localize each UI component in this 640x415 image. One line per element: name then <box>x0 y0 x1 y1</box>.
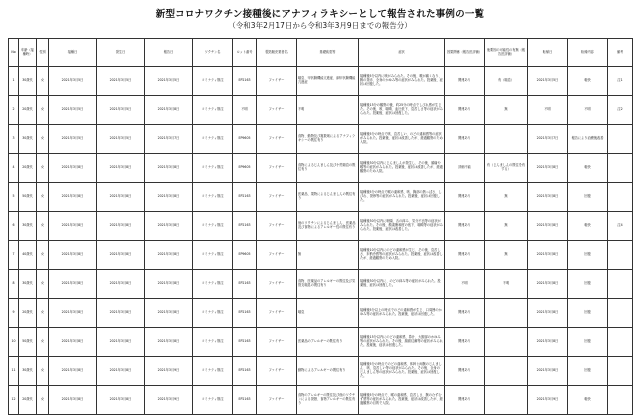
cell-vaccine-name: コミナティ筋注 <box>193 270 233 299</box>
header-report-date: 報告日 <box>145 39 193 67</box>
cell-onset-date: 2021年3月8日 <box>97 212 145 241</box>
cell-manufacturer: ファイザー <box>257 154 297 183</box>
cell-vaccine-name: コミナティ筋注 <box>193 183 233 212</box>
table-row <box>9 270 633 299</box>
cell-underlying-conditions: 喘息、甲状腺機能亢進症、副甲状腺機能亢進症 <box>297 67 359 96</box>
cell-outcome: 回復 <box>568 270 608 299</box>
cell-vaccination-date: 2021年3月5日 <box>49 96 97 125</box>
cell-outcome: 報告により治療後改善 <box>568 125 608 154</box>
cell-lot-number: EP2163 <box>233 67 257 96</box>
cell-no: 4 <box>9 154 19 183</box>
cell-age: 20歳代 <box>19 96 37 125</box>
cell-causality: 関連あり <box>445 125 485 154</box>
cell-lot-number: EP2163 <box>233 299 257 328</box>
cell-vaccination-date: 2021年3月8日 <box>49 357 97 386</box>
cell-causality: 関連あり <box>445 241 485 270</box>
header-sex: 性別 <box>37 39 49 67</box>
cell-symptoms: 接種後5分の時点で喉の違和感、咳、胸部の熱っぽさ、しびれ、発疹等の症状がみられた。投薬後、症状は回復した。 <box>359 183 445 212</box>
cell-vaccine-name: コミナティ筋注 <box>193 212 233 241</box>
cell-lot-number: EP2163 <box>233 328 257 357</box>
cell-remarks <box>608 125 633 154</box>
document-title: 新型コロナワクチン接種後にアナフィラキシーとして報告された事例の一覧 <box>155 9 485 20</box>
cell-outcome-date: 2021年3月5日 <box>528 67 568 96</box>
cell-sex: 女 <box>37 183 49 212</box>
table-row <box>9 67 633 96</box>
cell-outcome: 不明 <box>568 96 608 125</box>
cell-causality: 関連あり <box>445 299 485 328</box>
cell-remarks <box>608 328 633 357</box>
cell-manufacturer: ファイザー <box>257 299 297 328</box>
cell-other-factors: 無 <box>485 96 528 125</box>
cell-onset-date: 2021年3月8日 <box>97 386 145 415</box>
cell-vaccination-date: 2021年3月8日 <box>49 212 97 241</box>
cell-sex: 女 <box>37 96 49 125</box>
cell-outcome: 軽快 <box>568 67 608 96</box>
cell-remarks <box>608 183 633 212</box>
header-outcome-date: 転帰日 <box>528 39 568 67</box>
case-table <box>8 38 633 415</box>
cell-outcome-date: 不明 <box>528 96 568 125</box>
cell-underlying-conditions: 無 <box>297 241 359 270</box>
cell-manufacturer: ファイザー <box>257 328 297 357</box>
cell-underlying-conditions: 医薬品、果物によるじんましんの既往有り <box>297 183 359 212</box>
cell-lot-number: EP2163 <box>233 357 257 386</box>
header-vaccination-date: 接種日 <box>49 39 97 67</box>
cell-outcome: 軽快 <box>568 154 608 183</box>
cell-outcome-date: 2021年3月8日 <box>528 328 568 357</box>
cell-outcome-date: 2021年3月8日 <box>528 212 568 241</box>
cell-remarks: 注1 <box>608 67 633 96</box>
cell-age: 50歳代 <box>19 183 37 212</box>
cell-outcome: 軽快 <box>568 386 608 415</box>
cell-outcome: 回復 <box>568 357 608 386</box>
cell-other-factors <box>485 328 528 357</box>
cell-symptoms: 接種後5分の時点でのどの違和感、体幹と両腕のじんましん、咳、息苦しい等の症状がみられた。その後、全身のじんましん等の症状がみられた。投薬後、症状は回復した。 <box>359 357 445 386</box>
cell-manufacturer: ファイザー <box>257 357 297 386</box>
header-underlying-conditions: 基礎疾患等 <box>297 39 359 67</box>
cell-vaccine-name: コミナティ筋注 <box>193 125 233 154</box>
cell-onset-date: 2021年3月8日 <box>97 357 145 386</box>
cell-outcome-date: 2021年3月9日 <box>528 386 568 415</box>
cell-outcome: 軽快 <box>568 212 608 241</box>
cell-lot-number: EP9605 <box>233 154 257 183</box>
cell-vaccination-date: 2021年3月5日 <box>49 67 97 96</box>
cell-remarks <box>608 154 633 183</box>
header-age: 年齢（接種時） <box>19 39 37 67</box>
cell-sex: 女 <box>37 386 49 415</box>
cell-symptoms: 接種後15分の観察の後、約25分の時点でしびれ感が生じた。その後、咳、喘鳴、血圧低下、息苦しさ等の症状がみられた。投薬後、症状は回復した。 <box>359 96 445 125</box>
cell-other-factors <box>485 386 528 415</box>
cell-causality: 関連あり <box>445 96 485 125</box>
table-row <box>9 96 633 125</box>
cell-lot-number: EP2163 <box>233 270 257 299</box>
cell-underlying-conditions: 医薬品のアレルギーの既往有り <box>297 328 359 357</box>
cell-no: 11 <box>9 357 19 386</box>
cell-outcome: 回復 <box>568 299 608 328</box>
cell-lot-number: 不明 <box>233 96 257 125</box>
cell-report-date: 2021年3月8日 <box>145 241 193 270</box>
table-row <box>9 212 633 241</box>
cell-causality: 不明 <box>445 270 485 299</box>
cell-no: 10 <box>9 328 19 357</box>
cell-sex: 女 <box>37 357 49 386</box>
cell-vaccination-date: 2021年3月8日 <box>49 154 97 183</box>
cell-underlying-conditions: 食物のアレルギーの既往及び他のワクチンによる発熱、食物アレルギーの既往有り <box>297 386 359 415</box>
cell-other-factors: 不明 <box>485 270 528 299</box>
cell-symptoms: 接種後30分以内にじんましんが発生し、その後、頭痛や喉等の症状がみられた。投薬後、症状は改善したが、経過観察のため入院。 <box>359 154 445 183</box>
cell-report-date: 2021年3月8日 <box>145 212 193 241</box>
cell-manufacturer: ファイザー <box>257 67 297 96</box>
cell-symptoms: 接種後5分の時点で咳、息苦しい、のどの違和感等の症状がみられた。投薬後、症状は改善したが、経過観察のため入院。 <box>359 125 445 154</box>
cell-sex: 女 <box>37 270 49 299</box>
table-row <box>9 125 633 154</box>
cell-outcome: 回復 <box>568 241 608 270</box>
cell-report-date: 2021年3月9日 <box>145 357 193 386</box>
cell-symptoms: 接種後15分以内にのどの違和感、鼻汁、大腿部のかゆみ等の症状がみられた。その後、顔面紅潮等の症状がみられた。投薬後、症状は回復した。 <box>359 328 445 357</box>
cell-report-date: 2021年3月8日 <box>145 183 193 212</box>
header-outcome: 転帰内容 <box>568 39 608 67</box>
cell-age: 30歳代 <box>19 125 37 154</box>
cell-no: 6 <box>9 212 19 241</box>
cell-remarks <box>608 357 633 386</box>
cell-vaccine-name: コミナティ筋注 <box>193 299 233 328</box>
cell-vaccine-name: コミナティ筋注 <box>193 386 233 415</box>
cell-age: 40歳代 <box>19 241 37 270</box>
cell-no: 12 <box>9 386 19 415</box>
cell-report-date: 2021年3月8日 <box>145 270 193 299</box>
table-row <box>9 357 633 386</box>
cell-vaccination-date: 2021年3月8日 <box>49 328 97 357</box>
cell-lot-number: EP2163 <box>233 386 257 415</box>
cell-onset-date: 2021年3月8日 <box>97 270 145 299</box>
cell-vaccine-name: コミナティ筋注 <box>193 96 233 125</box>
cell-outcome-date: 2021年3月7日 <box>528 125 568 154</box>
cell-vaccine-name: コミナティ筋注 <box>193 241 233 270</box>
cell-sex: 女 <box>37 212 49 241</box>
cell-lot-number: EP2163 <box>233 183 257 212</box>
cell-no: 3 <box>9 125 19 154</box>
cell-symptoms: 接種後5分の時点で、喉の違和感、息苦しさ、腕のむずむず感等の症状がみられた。投薬後、症状は改善したが、経過観察の目的で入院。 <box>359 386 445 415</box>
cell-vaccine-name: コミナティ筋注 <box>193 328 233 357</box>
header-causality: 因果関係（報告医評価） <box>445 39 485 67</box>
cell-manufacturer: ファイザー <box>257 125 297 154</box>
cell-symptoms: 接種後5分以内に咳がみられた。その後、喉が痛くなり、腕の発赤、全身のかゆみ等の症状がみられた。投薬後、症状は回復した。 <box>359 67 445 96</box>
cell-vaccination-date: 2021年3月8日 <box>49 183 97 212</box>
cell-sex: 女 <box>37 67 49 96</box>
cell-onset-date: 2021年3月5日 <box>97 67 145 96</box>
cell-lot-number: EP2163 <box>233 212 257 241</box>
cell-no: 5 <box>9 183 19 212</box>
cell-symptoms: 接種後30分以内に、のどの痒み等の症状がみられた。投薬後、症状は回復した。 <box>359 270 445 299</box>
table-row <box>9 386 633 415</box>
cell-age: 30歳代 <box>19 357 37 386</box>
cell-age: 20歳代 <box>19 154 37 183</box>
cell-no: 2 <box>9 96 19 125</box>
header-row <box>9 39 633 67</box>
cell-underlying-conditions: 食物によるじんましん及び小児喘息の既往有り <box>297 154 359 183</box>
cell-report-date: 2021年3月8日 <box>145 154 193 183</box>
cell-other-factors <box>485 125 528 154</box>
cell-sex: 女 <box>37 328 49 357</box>
cell-age: 30歳代 <box>19 212 37 241</box>
table-row <box>9 328 633 357</box>
cell-manufacturer: ファイザー <box>257 183 297 212</box>
cell-vaccination-date: 2021年3月8日 <box>49 386 97 415</box>
cell-lot-number: EP9605 <box>233 125 257 154</box>
cell-onset-date: 2021年3月8日 <box>97 241 145 270</box>
document-subtitle: （令和3年2月17日から令和3年3月9日までの報告分） <box>228 21 412 30</box>
cell-vaccination-date: 2021年3月8日 <box>49 299 97 328</box>
cell-manufacturer: ファイザー <box>257 241 297 270</box>
cell-manufacturer: ファイザー <box>257 386 297 415</box>
cell-age: 30歳代 <box>19 67 37 96</box>
cell-outcome: 回復 <box>568 183 608 212</box>
cell-symptoms: 接種後10分以内にのどの違和感が生じ、その後、息苦しさ、末梢冷感等の症状がみられた。投薬後、症状は改善したが、経過観察のため入院。 <box>359 241 445 270</box>
cell-other-factors: 無 <box>485 212 528 241</box>
cell-no: 1 <box>9 67 19 96</box>
cell-no: 9 <box>9 299 19 328</box>
cell-causality: 関連あり <box>445 67 485 96</box>
cell-manufacturer: ファイザー <box>257 270 297 299</box>
cell-underlying-conditions: 他のワクチンによるじんましん、医薬品及び食物によるアレルギー性の既往有り <box>297 212 359 241</box>
cell-sex: 女 <box>37 125 49 154</box>
cell-vaccine-name: コミナティ筋注 <box>193 67 233 96</box>
cell-other-factors <box>485 299 528 328</box>
cell-age: 30歳代 <box>19 270 37 299</box>
header-manufacturer: 製造販売業者名 <box>257 39 297 67</box>
cell-outcome-date: 2021年3月8日 <box>528 183 568 212</box>
cell-onset-date: 2021年3月8日 <box>97 328 145 357</box>
header-onset-date: 発生日 <box>97 39 145 67</box>
cell-other-factors: 無 <box>485 183 528 212</box>
cell-causality: 関連あり <box>445 183 485 212</box>
cell-no: 8 <box>9 270 19 299</box>
cell-underlying-conditions: 喘息 <box>297 299 359 328</box>
cell-remarks: 注4 <box>608 212 633 241</box>
cell-age: 50歳代 <box>19 328 37 357</box>
cell-age: 20歳代 <box>19 299 37 328</box>
cell-sex: 女 <box>37 299 49 328</box>
cell-vaccination-date: 2021年3月8日 <box>49 241 97 270</box>
cell-other-factors <box>485 357 528 386</box>
cell-other-factors: 有（喘息） <box>485 67 528 96</box>
header-remarks: 備考 <box>608 39 633 67</box>
cell-other-factors: 無 <box>485 241 528 270</box>
cell-report-date: 2021年3月7日 <box>145 125 193 154</box>
cell-lot-number: EP9605 <box>233 241 257 270</box>
cell-remarks <box>608 241 633 270</box>
cell-onset-date: 2021年3月5日 <box>97 125 145 154</box>
cell-remarks <box>608 386 633 415</box>
header-lot-number: ロット番号 <box>233 39 257 67</box>
cell-onset-date: 2021年3月8日 <box>97 183 145 212</box>
cell-underlying-conditions: 食物、動物及び複数剤によるアナフィラキシーの既往有り <box>297 125 359 154</box>
cell-report-date: 2021年3月8日 <box>145 96 193 125</box>
cell-no: 7 <box>9 241 19 270</box>
cell-remarks <box>608 299 633 328</box>
cell-underlying-conditions: 動物によるアレルギーの既往有り <box>297 357 359 386</box>
cell-onset-date: 2021年3月8日 <box>97 299 145 328</box>
cell-outcome-date: 2021年3月8日 <box>528 154 568 183</box>
table-row <box>9 154 633 183</box>
cell-causality: 関連あり <box>445 386 485 415</box>
cell-vaccination-date: 2021年3月5日 <box>49 125 97 154</box>
cell-other-factors: 有（じんましんの既往を有する） <box>485 154 528 183</box>
table-row <box>9 241 633 270</box>
header-no: No <box>9 39 19 67</box>
cell-outcome-date: 2021年3月8日 <box>528 270 568 299</box>
cell-causality: 関連あり <box>445 357 485 386</box>
cell-onset-date: 2021年3月5日 <box>97 96 145 125</box>
header-vaccine-name: ワクチン名 <box>193 39 233 67</box>
cell-sex: 女 <box>37 241 49 270</box>
cell-report-date: 2021年3月8日 <box>145 328 193 357</box>
cell-vaccination-date: 2021年3月8日 <box>49 270 97 299</box>
cell-causality: 評価不能 <box>445 154 485 183</box>
cell-remarks: 注2 <box>608 96 633 125</box>
cell-symptoms: 接種後5分以上の時点でのどの違和感が生じ、口周囲のかゆみ等の症状がみられた。投薬後、症状は回復した。 <box>359 299 445 328</box>
cell-outcome: 回復 <box>568 328 608 357</box>
cell-underlying-conditions: 不明 <box>297 96 359 125</box>
cell-underlying-conditions: 食物、医薬品のアレルギーの既往及び気管支喘息の既往有り <box>297 270 359 299</box>
cell-manufacturer: ファイザー <box>257 96 297 125</box>
cell-causality: 関連あり <box>445 328 485 357</box>
cell-causality: 関連あり <box>445 212 485 241</box>
cell-sex: 女 <box>37 154 49 183</box>
cell-outcome-date: 2021年3月8日 <box>528 357 568 386</box>
cell-outcome-date: 2021年3月8日 <box>528 241 568 270</box>
cell-outcome-date: 2021年3月8日 <box>528 299 568 328</box>
cell-report-date: 2021年3月9日 <box>145 386 193 415</box>
header-other-factors: 他要因の可能性の有無（報告医評価） <box>485 39 528 67</box>
cell-age: 20歳代 <box>19 386 37 415</box>
table-row <box>9 183 633 212</box>
cell-report-date: 2021年3月5日 <box>145 67 193 96</box>
cell-report-date: 2021年3月8日 <box>145 299 193 328</box>
cell-symptoms: 接種後30分以内に咽頭、舌の痒み、気分不良等の症状がみられた。その後、酸素飽和度の低下、喘鳴等の症状がみられた。投薬後、症状は改善した。 <box>359 212 445 241</box>
cell-manufacturer: ファイザー <box>257 212 297 241</box>
cell-vaccine-name: コミナティ筋注 <box>193 154 233 183</box>
cell-remarks <box>608 270 633 299</box>
cell-vaccine-name: コミナティ筋注 <box>193 357 233 386</box>
table-row <box>9 299 633 328</box>
cell-onset-date: 2021年3月8日 <box>97 154 145 183</box>
header-symptoms: 症状 <box>359 39 445 67</box>
